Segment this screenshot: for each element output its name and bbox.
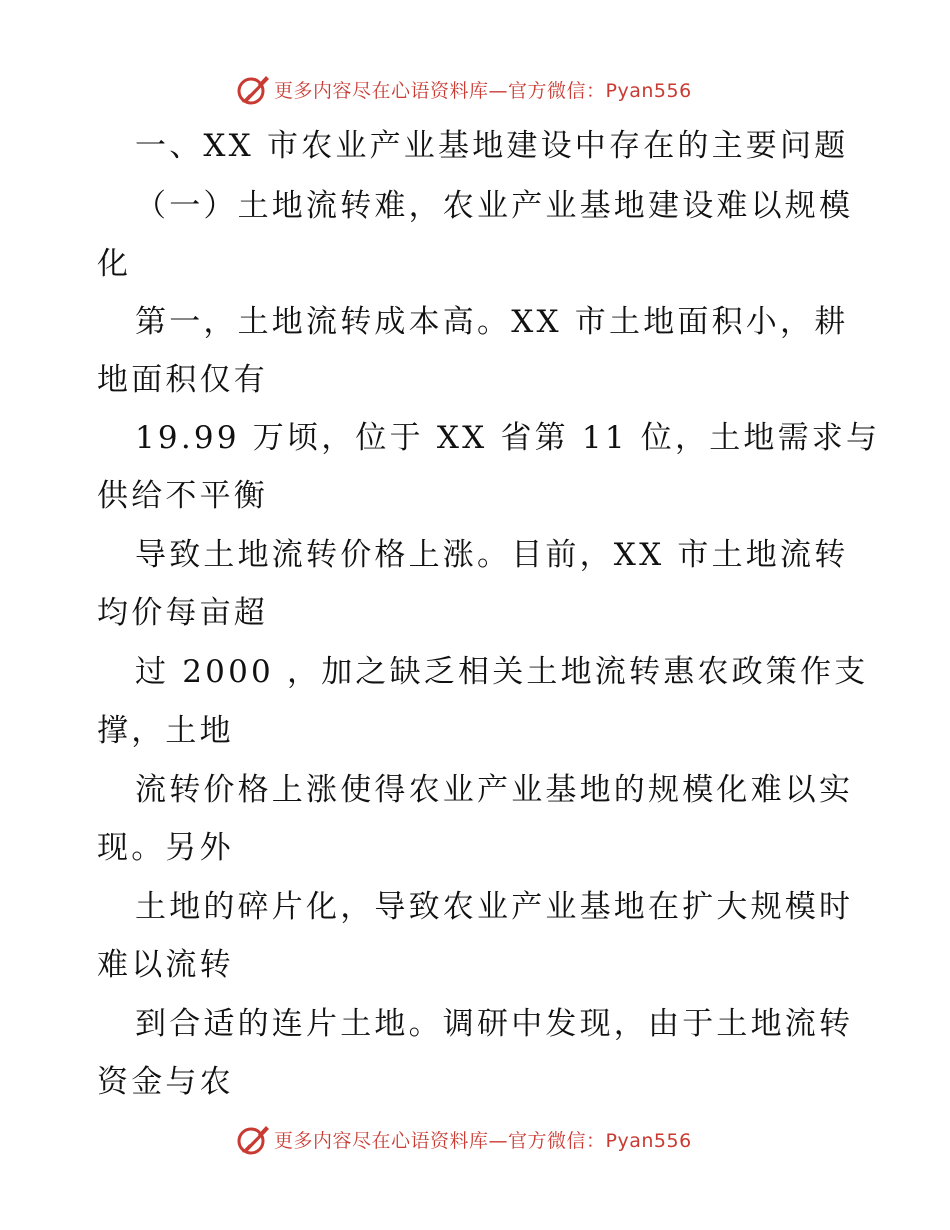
paragraph-line: 撑，土地 — [97, 713, 234, 749]
footer-watermark-banner — [236, 1122, 716, 1156]
watermark-text: 更多内容尽在心语资料库—官方微信：Pyan556 — [274, 79, 692, 102]
paragraph-line: 供给不平衡 — [97, 478, 268, 514]
paragraph-line: 第一，土地流转成本高。XX 市土地面积小，耕 — [135, 304, 849, 340]
paragraph-line: 过 2000 ，加之缺乏相关土地流转惠农政策作支 — [135, 654, 869, 690]
paragraph-line: 均价每亩超 — [97, 595, 268, 631]
paragraph-line: 现。另外 — [97, 830, 234, 866]
paragraph-line: 难以流转 — [97, 947, 234, 983]
paragraph-line: 资金与农 — [97, 1064, 234, 1100]
header-watermark-banner — [236, 72, 716, 106]
watermark-text: 更多内容尽在心语资料库—官方微信：Pyan556 — [274, 1129, 692, 1152]
paragraph-line: 地面积仅有 — [97, 362, 268, 398]
section-heading: 一、XX 市农业产业基地建设中存在的主要问题 — [135, 128, 849, 164]
paragraph-line: 导致土地流转价格上涨。目前，XX 市土地流转 — [135, 537, 849, 573]
paragraph-line: 流转价格上涨使得农业产业基地的规模化难以实 — [135, 772, 854, 808]
subsection-heading: （一）土地流转难，农业产业基地建设难以规模 — [135, 188, 854, 224]
quill-pen-seal-icon — [236, 1122, 270, 1156]
quill-pen-seal-icon — [236, 72, 270, 106]
paragraph-line: 土地的碎片化，导致农业产业基地在扩大规模时 — [135, 889, 854, 925]
paragraph-line: 到合适的连片土地。调研中发现，由于土地流转 — [135, 1006, 854, 1042]
subsection-heading-cont: 化 — [97, 246, 132, 282]
paragraph-line: 19.99 万顷，位于 XX 省第 11 位，土地需求与 — [135, 420, 881, 456]
